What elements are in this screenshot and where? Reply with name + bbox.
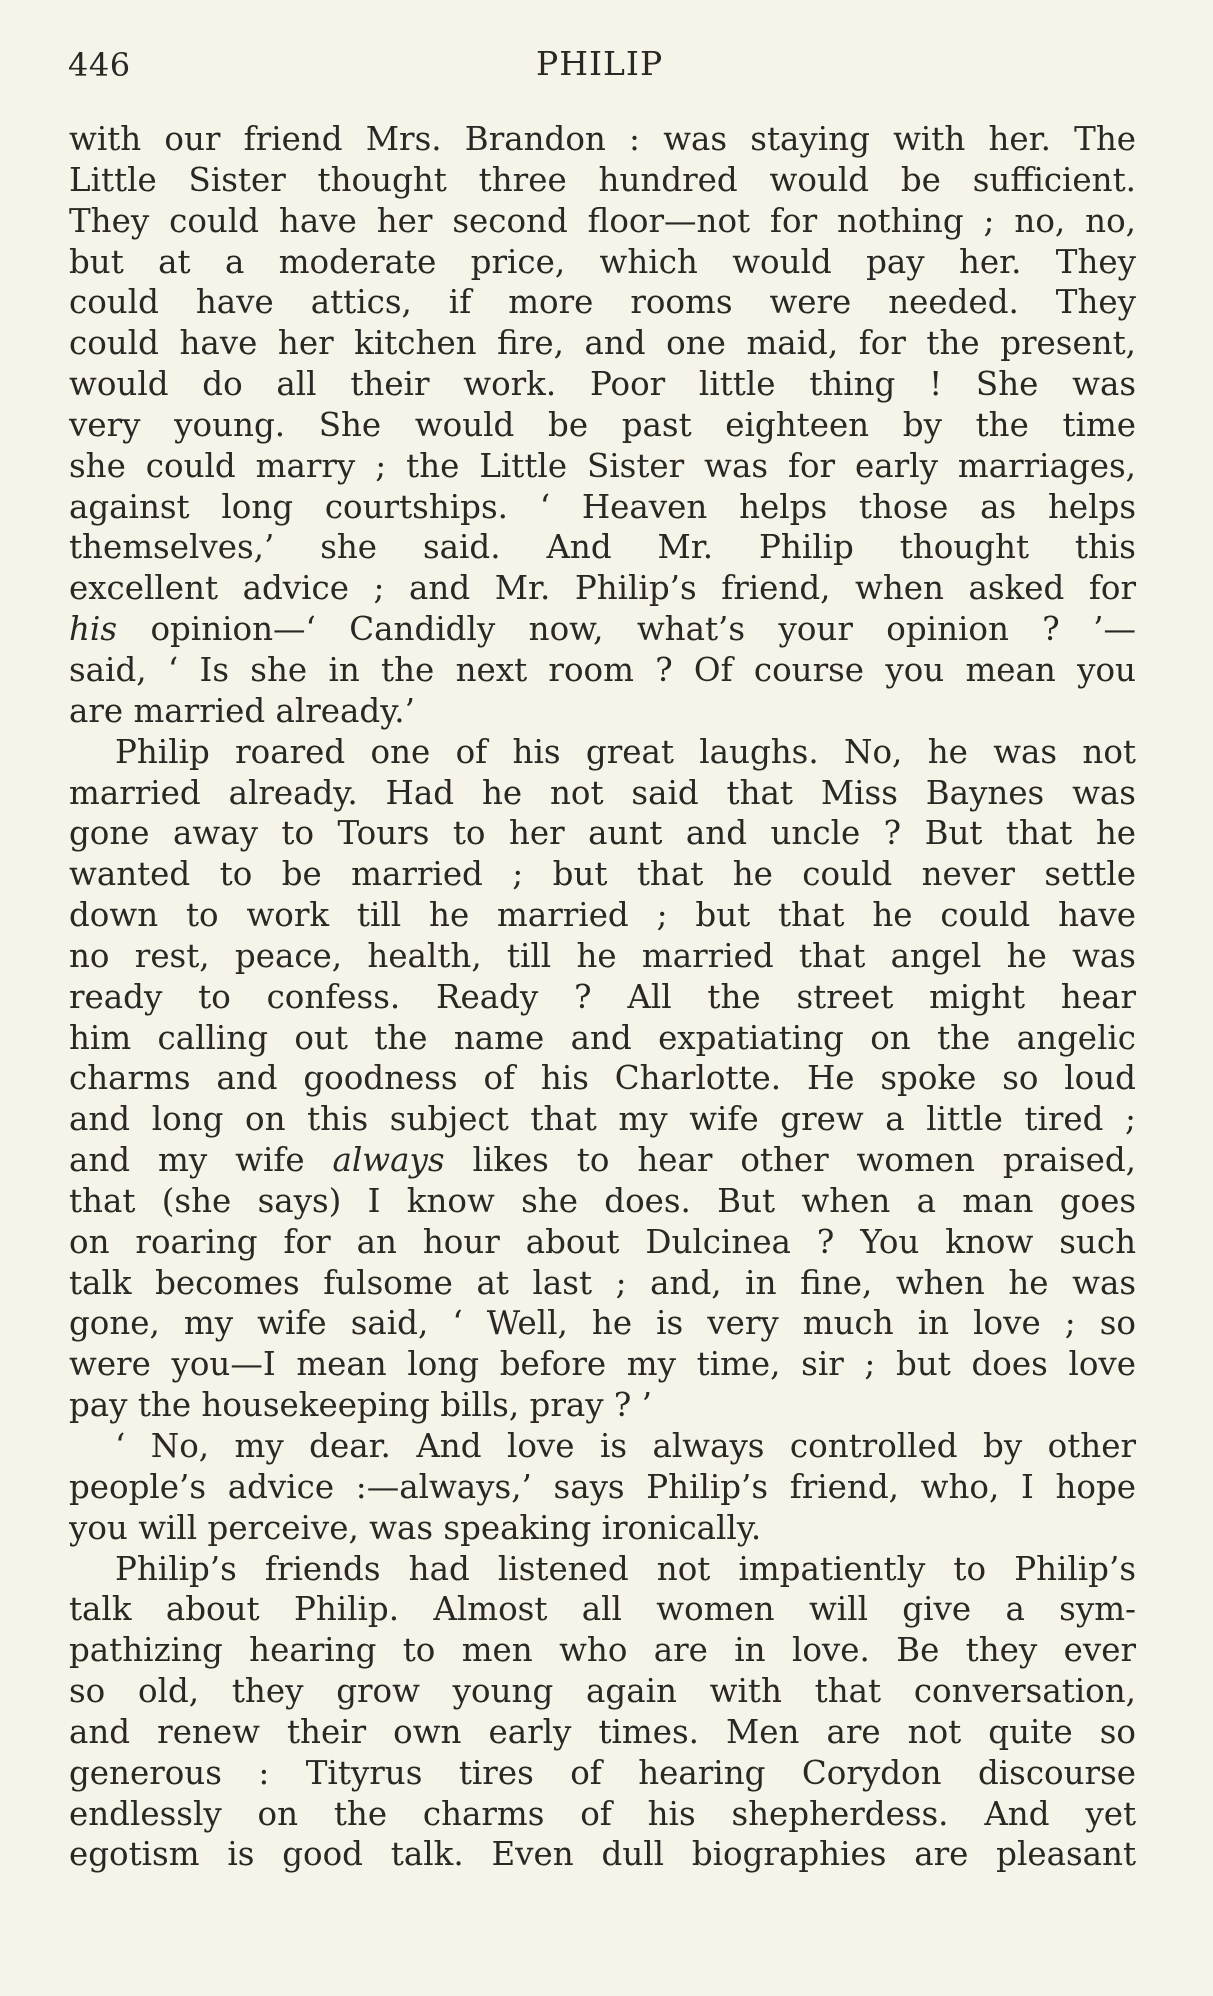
- italic-text: always: [332, 1141, 445, 1180]
- text-segment: she could marry ; the Little Sister was for early marriages,: [69, 446, 1136, 485]
- text-line: [69, 1671, 1136, 1712]
- text-segment: could have attics, if more rooms were needed. They: [69, 283, 1136, 322]
- text-line: [69, 732, 1136, 773]
- text-segment: Philip roared one of his great laughs. No, he was not: [115, 732, 1136, 771]
- text-segment: opinion—‘ Candidly now, what’s your opinion ? ’—: [117, 610, 1136, 649]
- text-segment: pathizing hearing to men who are in love. Be they ever: [69, 1631, 1136, 1670]
- text-line: [69, 1385, 1136, 1426]
- text-segment: gone away to Tours to her aunt and uncle ? But that he: [69, 814, 1136, 853]
- text-line: [69, 242, 1136, 283]
- text-segment: are married already.’: [69, 691, 415, 730]
- page-header: [68, 38, 1138, 94]
- page-number: 446: [68, 46, 131, 84]
- text-line: [69, 446, 1136, 487]
- text-segment: that (she says) I know she does. But when a man goes: [69, 1181, 1136, 1220]
- text-line: [69, 1508, 1136, 1549]
- text-line: [69, 1303, 1136, 1344]
- running-head: PHILIP: [536, 44, 664, 83]
- text-line: [69, 1834, 1136, 1875]
- text-line: [69, 527, 1136, 568]
- text-line: [69, 119, 1136, 160]
- text-line: [69, 1753, 1136, 1794]
- text-segment: endlessly on the charms of his shepherdess. And yet: [69, 1794, 1136, 1833]
- text-segment: Philip’s friends had listened not impatiently to Philip’s: [115, 1549, 1136, 1588]
- text-segment: Little Sister thought three hundred would be sufficient.: [69, 160, 1136, 199]
- text-segment: against long courtships. ‘ Heaven helps those as helps: [69, 487, 1136, 526]
- text-line: [69, 977, 1136, 1018]
- text-segment: talk about Philip. Almost all women will give a sym-: [69, 1590, 1136, 1629]
- text-segment: likes to hear other women praised,: [444, 1141, 1136, 1180]
- text-segment: talk becomes fulsome at last ; and, in fine, when he was: [69, 1263, 1136, 1302]
- text-segment: said, ‘ Is she in the next room ? Of course you mean you: [69, 650, 1136, 689]
- text-line: [69, 282, 1136, 323]
- text-segment: egotism is good talk. Even dull biographies are pleasant: [69, 1835, 1136, 1874]
- text-segment: charms and goodness of his Charlotte. He spoke so loud: [69, 1059, 1136, 1098]
- text-line: [69, 1712, 1136, 1753]
- text-line: [69, 936, 1136, 977]
- text-segment: could have her kitchen fire, and one maid, for the present,: [69, 324, 1136, 363]
- text-line: [69, 1794, 1136, 1835]
- text-line: [69, 854, 1136, 895]
- text-line: [69, 895, 1136, 936]
- text-segment: but at a moderate price, which would pay her. They: [69, 242, 1136, 281]
- text-line: [69, 650, 1136, 691]
- text-segment: him calling out the name and expatiating on the angelic: [69, 1018, 1136, 1057]
- text-segment: generous : Tityrus tires of hearing Corydon discourse: [69, 1753, 1136, 1792]
- text-line: [69, 1467, 1136, 1508]
- text-segment: pay the housekeeping bills, pray ? ’: [69, 1386, 653, 1425]
- text-line: [69, 1549, 1136, 1590]
- text-segment: ‘ No, my dear. And love is always controlled by other: [115, 1427, 1136, 1465]
- text-segment: people’s advice :—always,’ says Philip’s friend, who, I hope: [69, 1467, 1136, 1506]
- text-segment: were you—I mean long before my time, sir ; but does love: [69, 1345, 1136, 1384]
- text-line: [69, 323, 1136, 364]
- text-segment: and long on this subject that my wife grew a little tired ;: [69, 1100, 1136, 1139]
- text-line: [69, 364, 1136, 405]
- text-line: [69, 1140, 1136, 1181]
- text-segment: wanted to be married ; but that he could never settle: [69, 855, 1136, 894]
- text-line: [69, 405, 1136, 446]
- text-line: [69, 1630, 1136, 1671]
- text-line: [69, 1344, 1136, 1385]
- text-line: [69, 1099, 1136, 1140]
- text-line: [69, 1058, 1136, 1099]
- text-segment: and renew their own early times. Men are not quite so: [69, 1712, 1136, 1751]
- text-segment: on roaring for an hour about Dulcinea ? You know such: [69, 1222, 1136, 1261]
- text-segment: themselves,’ she said. And Mr. Philip thought this: [69, 528, 1136, 567]
- text-segment: gone, my wife said, ‘ Well, he is very much in love ; so: [69, 1304, 1136, 1343]
- text-segment: down to work till he married ; but that he could have: [69, 896, 1136, 935]
- text-line: [69, 201, 1136, 242]
- text-segment: ready to confess. Ready ? All the street might hear: [69, 977, 1136, 1016]
- text-line: [69, 1263, 1136, 1304]
- italic-text: his: [69, 610, 118, 649]
- text-line: [69, 691, 1136, 732]
- text-line: [69, 813, 1136, 854]
- text-segment: very young. She would be past eighteen by the time: [69, 405, 1136, 444]
- text-line: [69, 160, 1136, 201]
- text-line: [69, 773, 1136, 814]
- text-segment: no rest, peace, health, till he married that angel he was: [69, 936, 1136, 975]
- text-segment: excellent advice ; and Mr. Philip’s friend, when asked for: [69, 569, 1136, 608]
- text-segment: They could have her second floor—not for nothing ; no, no,: [69, 201, 1136, 240]
- text-line: [69, 487, 1136, 528]
- text-segment: and my wife: [69, 1141, 333, 1180]
- text-line: [69, 609, 1136, 650]
- text-line: [69, 1181, 1136, 1222]
- body-text: [69, 119, 1136, 1875]
- text-line: [69, 1589, 1136, 1630]
- text-segment: you will perceive, was speaking ironically.: [69, 1508, 762, 1547]
- text-line: [69, 1222, 1136, 1263]
- text-segment: married already. Had he not said that Miss Baynes was: [69, 773, 1136, 812]
- text-line: [69, 568, 1136, 609]
- text-segment: with our friend Mrs. Brandon : was staying with her. The: [69, 120, 1136, 158]
- text-segment: would do all their work. Poor little thing ! She was: [69, 365, 1136, 404]
- text-line: [69, 1426, 1136, 1467]
- text-line: [69, 1018, 1136, 1059]
- text-segment: so old, they grow young again with that conversation,: [69, 1672, 1136, 1711]
